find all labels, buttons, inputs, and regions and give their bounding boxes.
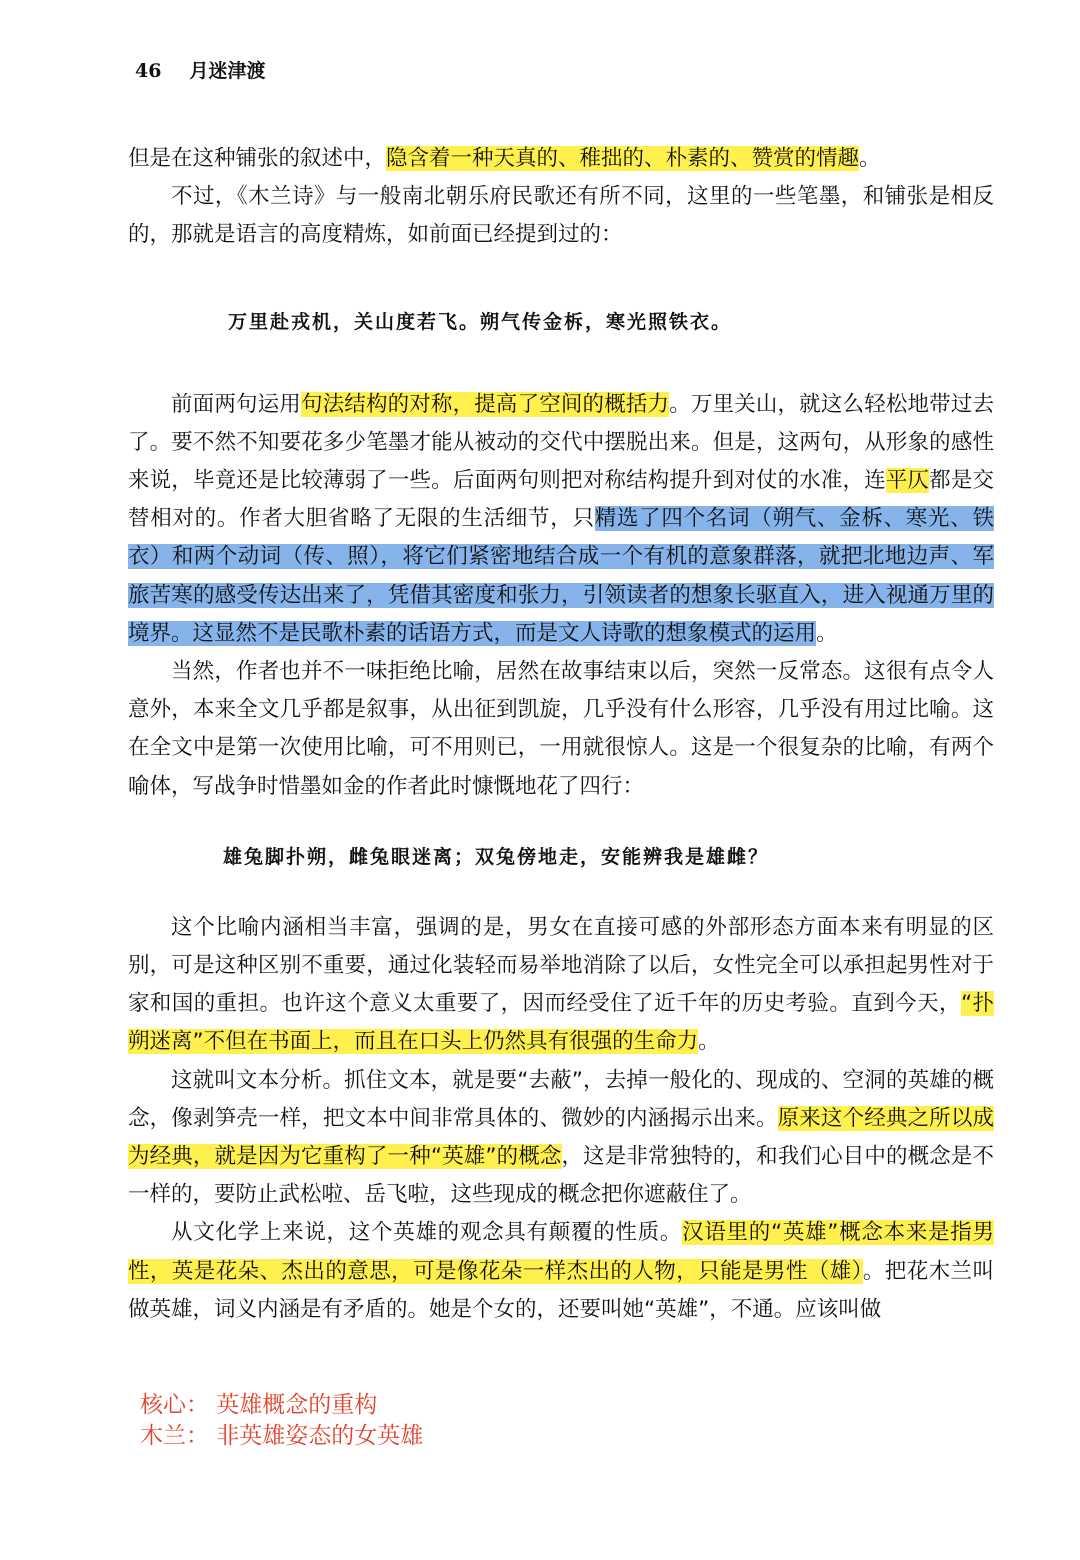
paragraph-2: [128, 178, 994, 254]
page-header: [135, 56, 265, 83]
text: 。: [698, 1029, 720, 1055]
text: 这就叫文本分析。抓住文本，就是要“去蔽”，去掉一般化的、现成的、空洞的英雄的概念，像剥笋壳一样，把文本中间非常具体的、微妙的内涵揭示出来。: [128, 1067, 994, 1131]
paragraph-6: [128, 1062, 994, 1215]
paragraph-1: [128, 140, 994, 178]
text: 但是在这种铺张的叙述中，: [128, 146, 387, 171]
yellow-highlight: “扑朔迷离”不但在书面上，而且在口头上仍然具有很强的生命力: [128, 991, 994, 1055]
text: 前面两句运用: [171, 391, 301, 417]
yellow-highlight: 隐含着一种天真的、稚拙的、朴素的、赞赏的情趣: [386, 146, 860, 171]
text: 从文化学上来说，这个英雄的观念具有颠覆的性质。: [171, 1220, 683, 1246]
poem-quote-1: 万里赴戎机，关山度若飞。朔气传金柝，寒光照铁衣。: [228, 310, 733, 333]
paragraph-4: [128, 653, 994, 806]
poem-quote-2: 雄兔脚扑朔，雌兔眼迷离；双兔傍地走，安能辨我是雄雌？: [223, 845, 770, 868]
handwritten-notes: [140, 1390, 423, 1452]
yellow-highlight: 汉语里的“英雄”概念本来是指男性，英是花朵、杰出的意思，可是像花朵一样杰出的人物，只能是男性（雄）: [128, 1220, 994, 1284]
note-line-1: 核心： 英雄概念的重构: [140, 1392, 378, 1418]
paragraph-3: [128, 386, 994, 653]
text: ，这是非常独特的，和我们心目中的概念是不一样的，要防止武松啦、岳飞啦，这些现成的概念把你遮蔽住了。: [128, 1144, 994, 1208]
text: 。把花木兰叫做英雄，词义内涵是有矛盾的。她是个女的，还要叫她“英雄”，不通。应该叫做: [128, 1258, 994, 1322]
page-number: 46: [135, 60, 162, 82]
text: 不过，《木兰诗》与一般南北朝乐府民歌还有所不同，这里的一些笔墨，和铺张是相反的，那就是语言的高度精炼，如前面已经提到过的：: [128, 184, 994, 248]
text: 。: [859, 146, 881, 171]
text: 当然，作者也并不一味拒绝比喻，居然在故事结束以后，突然一反常态。这很有点令人意外，本来全文几乎都是叙事，从出征到凯旋，几乎没有什么形容，几乎没有用过比喻。这在全文中是第一次使用比喻，可不用则已，一用就很惊人。这是一个很复杂的比喻，有两个喻体，写战争时惜墨如金的作者此时慷慨地花了四行：: [128, 659, 994, 799]
yellow-highlight: 平仄: [885, 468, 930, 494]
note-line-2: 木兰： 非英雄姿态的女英雄: [140, 1423, 424, 1449]
blue-highlight: 精选了四个名词（朔气、金柝、寒光、铁衣）和两个动词（传、照），将它们紧密地结合成一个有机的意象群落，就把北地边声、军旅苦寒的感受传达出来了，凭借其密度和张力，引领读者的想象长驱直入，进入视通万里的境界。这显然不是民歌朴素的话语方式，而是文人诗歌的想象模式的运用: [128, 506, 994, 646]
page-body: [128, 140, 994, 1329]
yellow-highlight: 句法结构的对称，提高了空间的概括力: [300, 391, 670, 417]
text: 这个比喻内涵相当丰富，强调的是，男女在直接可感的外部形态方面本来有明显的区别，可是这种区别不重要，通过化装轻而易举地消除了以后，女性完全可以承担起男性对于家和国的重担。也许这个意义太重要了，因而经受住了近千年的历史考验。直到今天，: [128, 914, 994, 1017]
text: 。: [816, 620, 838, 646]
yellow-highlight: 原来这个经典之所以成为经典，就是因为它重构了一种“英雄”的概念: [128, 1105, 994, 1170]
paragraph-5: [128, 909, 994, 1062]
book-title: 月迷津渡: [189, 60, 266, 82]
text: 。万里关山，就这么轻松地带过去了。要不然不知要花多少笔墨才能从被动的交代中摆脱出来。但是，这两句，从形象的感性来说，毕竟还是比较薄弱了一些。后面两句则把对称结构提升到对仗的水准，连: [128, 391, 994, 494]
paragraph-7: [128, 1214, 994, 1329]
text: 都是交替相对的。作者大胆省略了无限的生活细节，只: [128, 468, 994, 532]
